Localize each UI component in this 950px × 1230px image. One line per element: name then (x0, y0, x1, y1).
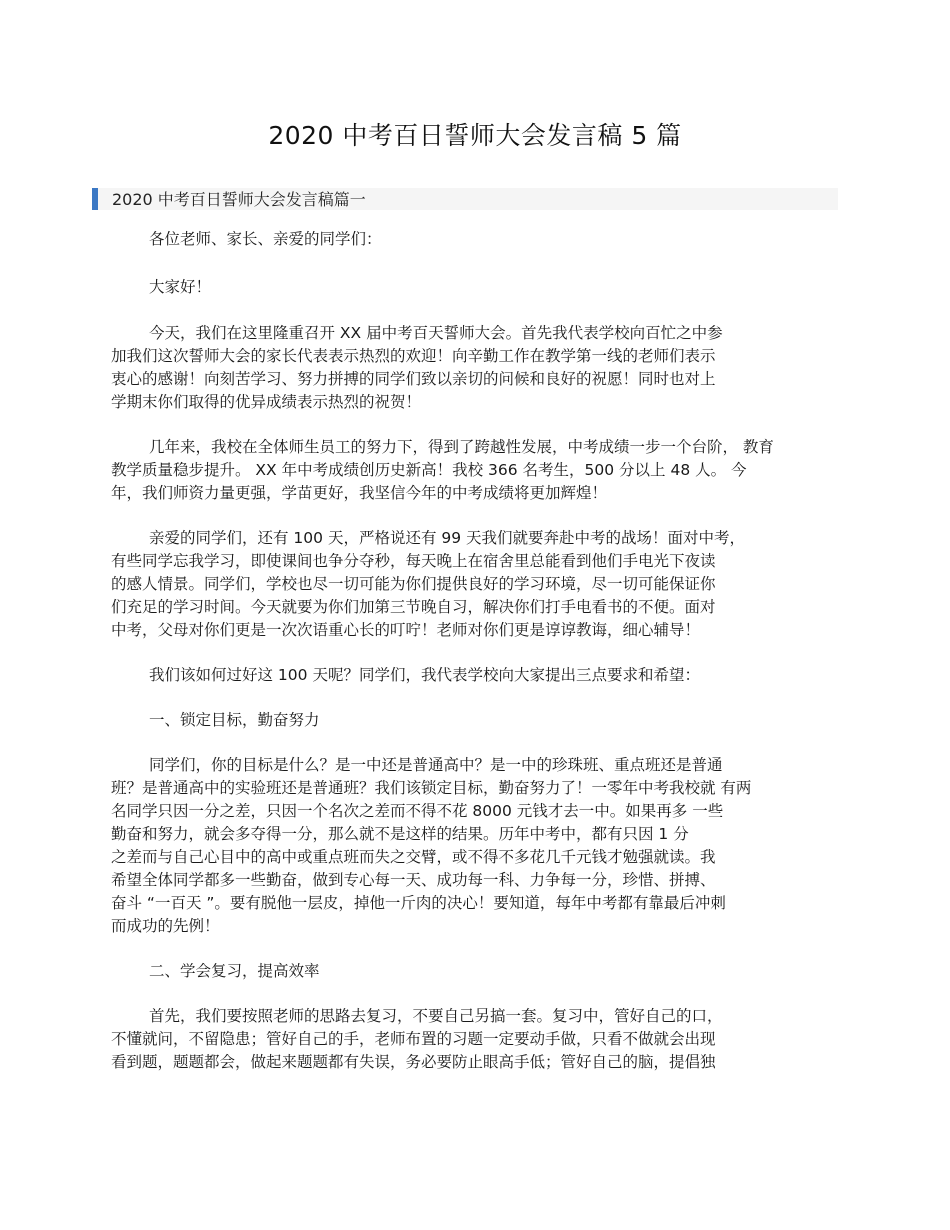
paragraph-line: 我们该如何过好这 100 天呢？同学们，我代表学校向大家提出三点要求和希望： (149, 666, 700, 684)
paragraph-line: 勤奋和努力，就会多夺得一分，那么就不是这样的结果。历年中考中，都有只因 1 分 (111, 825, 689, 843)
paragraph-line: 奋斗 “一百天 ”。要有脱他一层皮，掉他一斤肉的决心！要知道，每年中考都有靠最后冲刺 (111, 894, 726, 912)
paragraph-line: 二、学会复习，提高效率 (149, 962, 320, 980)
document-body (111, 228, 853, 1074)
paragraph-line: 中考，父母对你们更是一次次语重心长的叮咛！老师对你们更是谆谆教诲，细心辅导！ (111, 621, 701, 639)
paragraph-line: 衷心的感谢！向刻苦学习、努力拼搏的同学们致以亲切的问候和良好的祝愿！同时也对上 (111, 370, 716, 388)
paragraph-line: 亲爱的同学们，还有 100 天，严格说还有 99 天我们就要奔赴中考的战场！面对中考， (149, 529, 746, 547)
paragraph-line: 一、锁定目标，勤奋努力 (149, 711, 320, 729)
paragraph-line: 各位老师、家长、亲爱的同学们： (149, 230, 382, 248)
paragraph (111, 322, 853, 414)
paragraph-line: 班？是普通高中的实验班还是普通班？我们该锁定目标，勤奋努力了！一零年中考我校就 有两 (111, 779, 752, 797)
paragraph-line: 教学质量稳步提升。 XX 年中考成绩创历史新高！我校 366 名考生，500 分以上 48 人。 今 (111, 461, 747, 479)
paragraph-line: 年，我们师资力量更强，学苗更好，我坚信今年的中考成绩将更加辉煌！ (111, 484, 608, 502)
paragraph-line: 加我们这次誓师大会的家长代表表示热烈的欢迎！向辛勤工作在教学第一线的老师们表示 (111, 347, 716, 365)
paragraph-line: 今天，我们在这里隆重召开 XX 届中考百天誓师大会。首先我代表学校向百忙之中参 (149, 324, 723, 342)
paragraph-line: 看到题，题题都会，做起来题题都有失误，务必要防止眼高手低；管好自己的脑，提倡独 (111, 1053, 716, 1071)
paragraph (111, 228, 853, 251)
section-heading: 2020 中考百日誓师大会发言稿篇一 (112, 190, 366, 209)
paragraph (111, 960, 853, 983)
paragraph-line: 不懂就问，不留隐患；管好自己的手，老师布置的习题一定要动手做，只看不做就会出现 (111, 1030, 716, 1048)
paragraph-line: 几年来，我校在全体师生员工的努力下，得到了跨越性发展，中考成绩一步一个台阶， 教育 (149, 438, 774, 456)
document-title: 2020 中考百日誓师大会发言稿 5 篇 (268, 121, 682, 150)
paragraph-line: 首先，我们要按照老师的思路去复习，不要自己另搞一套。复习中，管好自己的口， (149, 1007, 723, 1025)
paragraph (111, 276, 853, 299)
paragraph-line: 名同学只因一分之差，只因一个名次之差而不得不花 8000 元钱才去一中。如果再多 一些 (111, 802, 724, 820)
paragraph-line: 同学们，你的目标是什么？是一中还是普通高中？是一中的珍珠班、重点班还是普通 (149, 756, 723, 774)
paragraph-line: 而成功的先例！ (111, 917, 220, 935)
paragraph (111, 436, 853, 505)
paragraph-line: 有些同学忘我学习，即使课间也争分夺秒，每天晚上在宿舍里总能看到他们手电光下夜读 (111, 552, 716, 570)
paragraph (111, 527, 853, 642)
paragraph (111, 1005, 853, 1074)
paragraph (111, 754, 853, 938)
paragraph-line: 大家好！ (149, 278, 212, 296)
paragraph-line: 希望全体同学都多一些勤奋，做到专心每一天、成功每一科、力争每一分，珍惜、拼搏、 (111, 871, 716, 889)
paragraph-line: 学期末你们取得的优异成绩表示热烈的祝贺！ (111, 393, 422, 411)
paragraph-line: 之差而与自己心目中的高中或重点班而失之交臂，或不得不多花几千元钱才勉强就读。我 (111, 848, 716, 866)
paragraph-line: 的感人情景。同学们，学校也尽一切可能为你们提供良好的学习环境，尽一切可能保证你 (111, 575, 716, 593)
paragraph (111, 709, 853, 732)
paragraph-line: 们充足的学习时间。今天就要为你们加第三节晚自习，解决你们打手电看书的不便。面对 (111, 598, 716, 616)
paragraph (111, 664, 853, 687)
